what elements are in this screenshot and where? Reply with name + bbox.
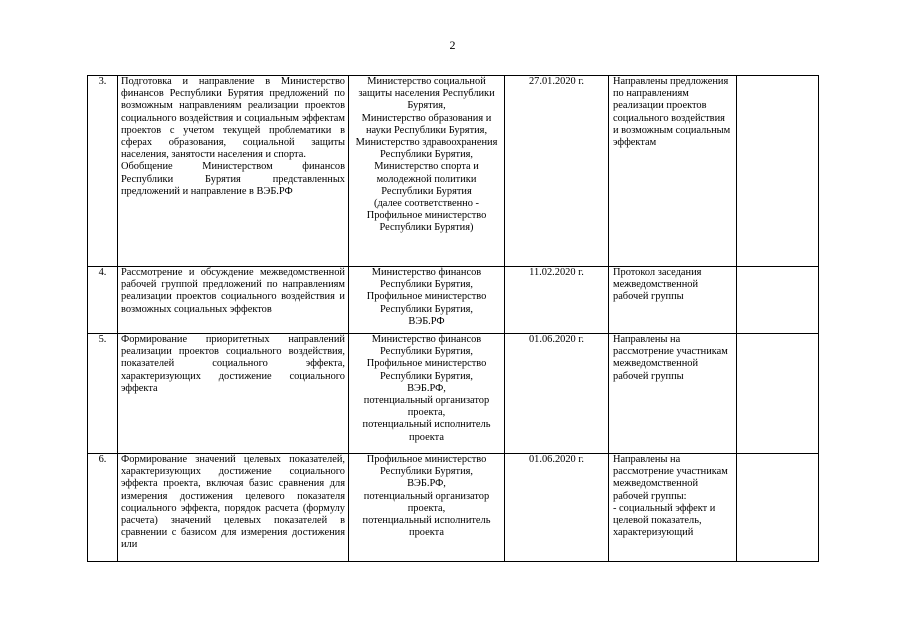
result-cell: Направлены на рассмотрение участникам межведомственной рабочей группы <box>609 334 737 454</box>
result-cell: Протокол заседания межведомственной рабочей группы <box>609 267 737 334</box>
row-number: 4. <box>88 267 118 334</box>
result-cell: Направлены на рассмотрение участникам межведомственной рабочей группы: - социальный эффект и целевой показатель, характеризующий <box>609 454 737 562</box>
note-cell <box>737 76 819 267</box>
row-number: 3. <box>88 76 118 267</box>
date-cell: 11.02.2020 г. <box>505 267 609 334</box>
date-cell: 01.06.2020 г. <box>505 334 609 454</box>
responsible-cell: Профильное министерство Республики Бурятия, ВЭБ.РФ, потенциальный организатор проекта, потенциальный исполнитель проекта <box>349 454 505 562</box>
action-text: Обобщение Министерством финансов Республики Бурятия представленных предложений и направление в ВЭБ.РФ <box>121 161 345 197</box>
action-text: Формирование приоритетных направлений реализации проектов социального воздействия, показателей социального эффекта, характеризующих достижение социального эффекта <box>121 334 345 394</box>
row-number: 6. <box>88 454 118 562</box>
date-cell: 27.01.2020 г. <box>505 76 609 267</box>
plan-table <box>87 75 819 562</box>
note-cell <box>737 334 819 454</box>
date-cell: 01.06.2020 г. <box>505 454 609 562</box>
table-row <box>88 76 819 267</box>
responsible-cell: Министерство финансов Республики Бурятия, Профильное министерство Республики Бурятия, ВЭБ.РФ, потенциальный организатор проекта, потенциальный исполнитель проекта <box>349 334 505 454</box>
note-cell <box>737 267 819 334</box>
row-number: 5. <box>88 334 118 454</box>
action-text: Рассмотрение и обсуждение межведомственной рабочей группой предложений по направлениям реализации проектов социального воздействия и возможных социальных эффектов <box>121 267 345 315</box>
table-row <box>88 267 819 334</box>
action-text: Формирование значений целевых показателей, характеризующих достижение социального эффекта проекта, включая базис сравнения для измерения достижения целевого показателя социального эффекта, порядок расчета (формулу расчета) значений целевых показателей в сравнении с базисом для измерения достижения или <box>121 454 345 551</box>
result-cell: Направлены предложения по направлениям реализации проектов социального воздействия и возможным социальным эффектам <box>609 76 737 267</box>
table-row <box>88 454 819 562</box>
action-cell <box>118 454 349 562</box>
note-cell <box>737 454 819 562</box>
action-cell <box>118 334 349 454</box>
action-text: Подготовка и направление в Министерство финансов Республики Бурятия предложений по возможным направлениям реализации проектов социального воздействия и социальным эффектам проектов с учетом текущей проблематики в сферах образования, социальной защиты населения, занятости населения и спорта. <box>121 76 345 161</box>
table-row <box>88 334 819 454</box>
page-number: 2 <box>449 38 456 52</box>
responsible-cell: Министерство финансов Республики Бурятия, Профильное министерство Республики Бурятия, ВЭБ.РФ <box>349 267 505 334</box>
responsible-cell: Министерство социальной защиты населения Республики Бурятия, Министерство образования и науки Республики Бурятия, Министерство здравоохранения Республики Бурятия, Министерство спорта и молодежной политики Республики Бурятия (далее соответственно - Профильное министерство Республики Бурятия) <box>349 76 505 267</box>
action-cell <box>118 267 349 334</box>
action-cell <box>118 76 349 267</box>
